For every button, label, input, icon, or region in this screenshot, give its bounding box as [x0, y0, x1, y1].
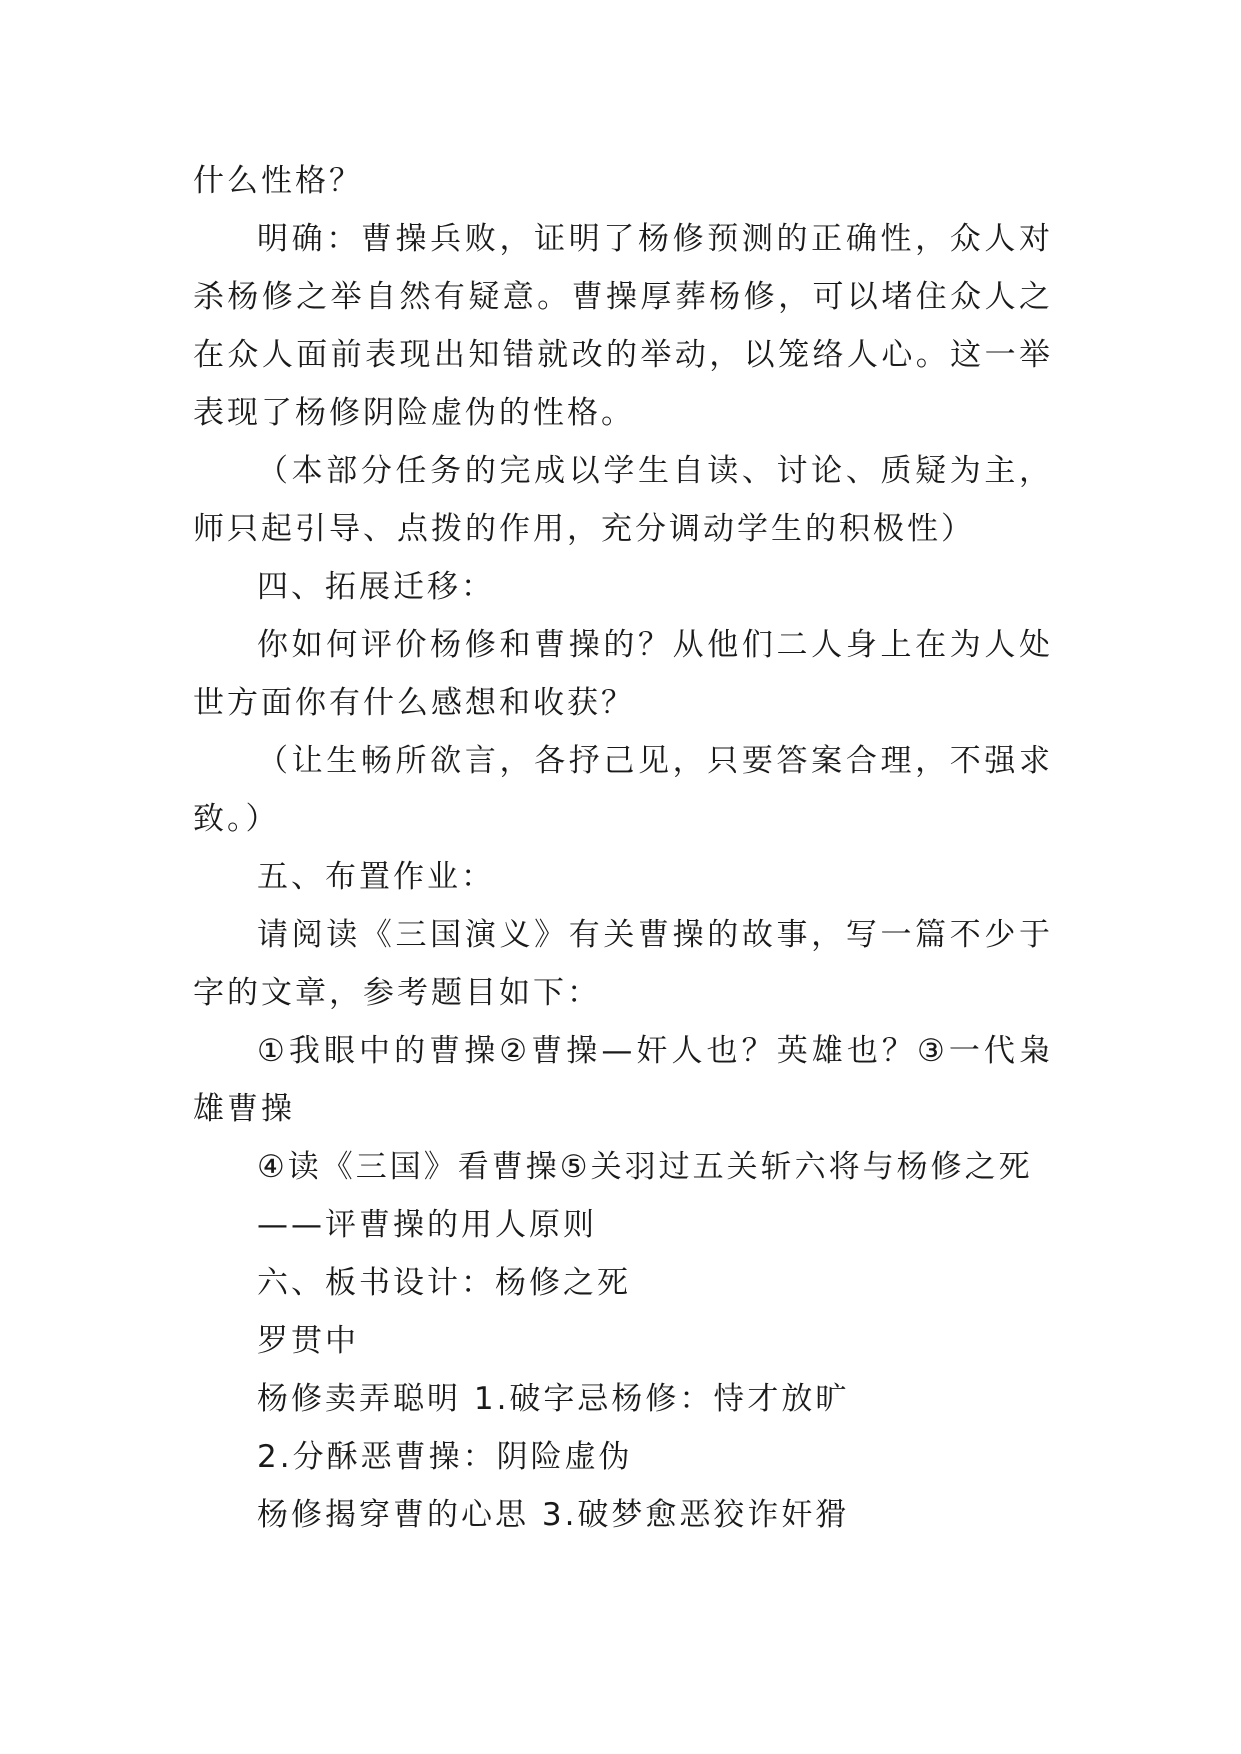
text-line: 杨修揭穿曹的心思 3.破梦愈恶狡诈奸猾	[257, 1497, 850, 1533]
text-line: 2.分酥恶曹操：阴险虚伪	[257, 1439, 633, 1475]
text-line: 杀杨修之举自然有疑意。曹操厚葬杨修，可以堵住众人之	[193, 279, 1053, 315]
text-line: 在众人面前表现出知错就改的举动，以笼络人心。这一举	[193, 337, 1053, 373]
text-line: 五、布置作业：	[257, 859, 495, 895]
text-line: ④读《三国》看曹操⑤关羽过五关斩六将与杨修之死	[257, 1149, 1033, 1185]
text-line: 师只起引导、点拨的作用，充分调动学生的积极性）	[193, 511, 975, 547]
document-body	[193, 152, 1053, 1544]
text-line: ①我眼中的曹操②曹操—奸人也？英雄也？③一代枭	[257, 1033, 1053, 1069]
text-line: 字的文章，参考题目如下：	[193, 975, 601, 1011]
text-line: 什么性格？	[193, 163, 363, 199]
text-line: 请阅读《三国演义》有关曹操的故事，写一篇不少于	[257, 917, 1053, 953]
text-line: 致。）	[193, 801, 280, 837]
text-line: 六、板书设计：杨修之死	[257, 1265, 631, 1301]
text-line: 雄曹操	[193, 1091, 295, 1127]
text-line: ——评曹操的用人原则	[257, 1207, 597, 1243]
text-line: 明确：曹操兵败，证明了杨修预测的正确性，众人对	[257, 221, 1053, 257]
text-line: 表现了杨修阴险虚伪的性格。	[193, 395, 635, 431]
text-line: 世方面你有什么感想和收获？	[193, 685, 635, 721]
text-line: （让生畅所欲言，各抒己见，只要答案合理，不强求	[257, 743, 1053, 779]
text-line: （本部分任务的完成以学生自读、讨论、质疑为主，	[257, 453, 1053, 489]
text-line: 杨修卖弄聪明 1.破字忌杨修：恃才放旷	[257, 1381, 850, 1417]
text-line: 罗贯中	[257, 1323, 359, 1359]
text-line: 你如何评价杨修和曹操的？从他们二人身上在为人处	[257, 627, 1053, 663]
text-line: 四、拓展迁移：	[257, 569, 495, 605]
